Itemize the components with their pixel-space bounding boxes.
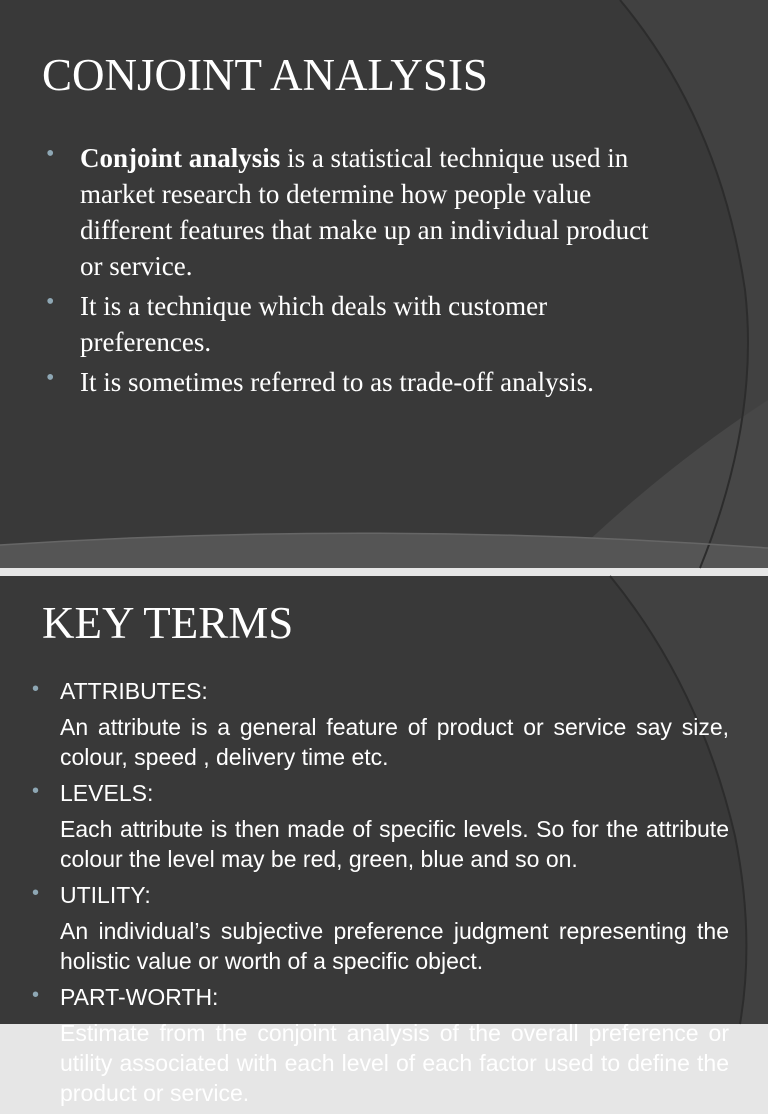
bold-term: Conjoint analysis — [80, 143, 281, 173]
key-terms-list — [32, 676, 729, 1114]
bullet-text: is a statistical technique used in market research to determine how people value different features that make up an individual product or service. — [80, 143, 649, 281]
bullet-text: It is a technique which deals with customer preferences. — [80, 291, 548, 357]
bullet-item — [46, 288, 670, 360]
bullet-dot-icon: • — [46, 141, 55, 167]
bullet-dot-icon: • — [32, 780, 40, 802]
bullet-dot-icon: • — [32, 882, 40, 904]
bullet-item — [46, 364, 670, 400]
bullet-dot-icon: • — [46, 365, 55, 391]
term-description: Estimate from the conjoint analysis of the overall preference or utility associated with each level of each factor used to define the product or service. — [60, 1020, 729, 1106]
slide-key-terms — [0, 576, 768, 1106]
term-description: Each attribute is then made of specific levels. So for the attribute colour the level may be red, green, blue and so on. — [60, 816, 729, 872]
term-item — [32, 676, 729, 772]
bullet-list — [46, 140, 670, 404]
term-name: LEVELS: — [60, 780, 154, 806]
term-name: UTILITY: — [60, 882, 151, 908]
term-item — [32, 982, 729, 1108]
bullet-item — [46, 140, 670, 284]
term-description: An attribute is a general feature of product or service say size, colour, speed , delivery time etc. — [60, 714, 729, 770]
slide-title: CONJOINT ANALYSIS — [42, 50, 488, 100]
term-item — [32, 778, 729, 874]
bullet-dot-icon: • — [32, 984, 40, 1006]
term-name: ATTRIBUTES: — [60, 678, 208, 704]
slide-title: KEY TERMS — [42, 598, 294, 648]
bullet-dot-icon: • — [46, 289, 55, 315]
bullet-dot-icon: • — [32, 678, 40, 700]
term-name: PART-WORTH: — [60, 984, 219, 1010]
bullet-text: It is sometimes referred to as trade-off analysis. — [80, 367, 594, 397]
term-item — [32, 880, 729, 976]
term-description: An individual’s subjective preference judgment representing the holistic value or worth of a specific object. — [60, 918, 729, 974]
